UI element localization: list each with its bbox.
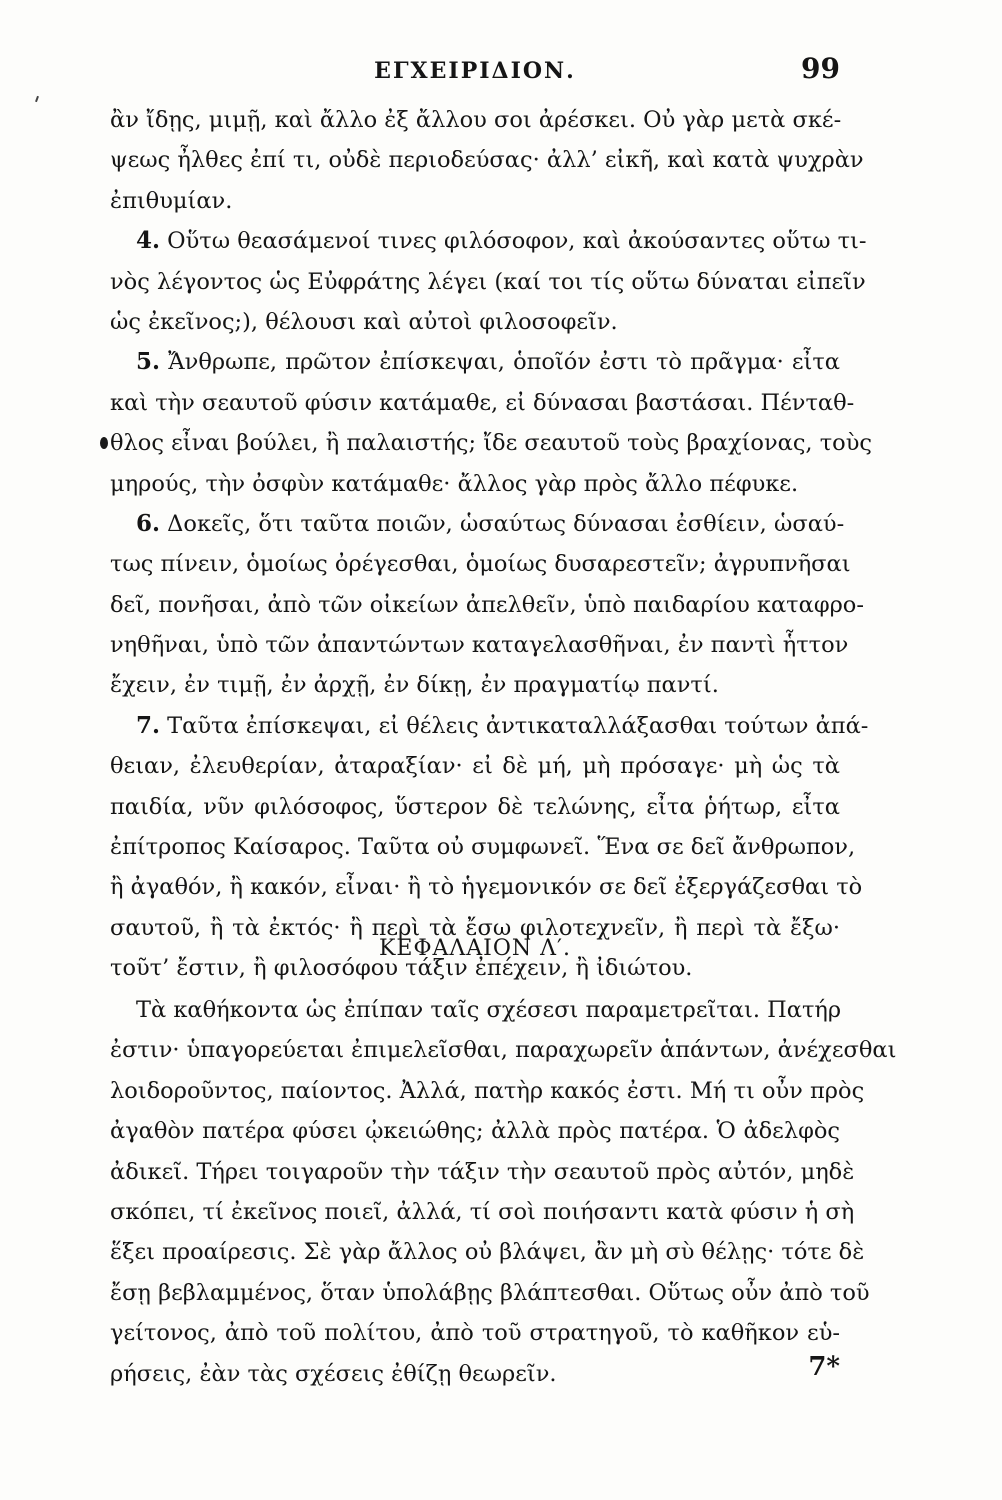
text-fragment: Δοκεῖς, ὅτι ταῦτα ποιῶν, ὡσαύτως δύνασαι ἐσθίειν, ὡσαύ- <box>167 510 845 537</box>
running-title: ΕΓΧΕΙΡΙΔΙΟΝ. <box>374 58 576 84</box>
text-fragment: Ταῦτα ἐπίσκεψαι, εἰ θέλεις ἀντικαταλλάξασθαι τούτων ἀπά- <box>167 712 869 739</box>
text-fragment: Ἄνθρωπε, πρῶτον ἐπίσκεψαι, ὁποῖόν ἐστι τὸ πρᾶγμα· εἶτα <box>168 349 840 376</box>
text-line: ἀδικεῖ. Τήρει τοιγαροῦν τὴν τάξιν τὴν σεαυτοῦ πρὸς αὐτόν, μηδὲ <box>110 1158 855 1185</box>
section-number: 5. <box>136 348 161 376</box>
ink-blot <box>100 437 108 449</box>
ink-speck <box>35 96 39 102</box>
page-number: 99 <box>801 52 840 85</box>
chapter-heading: ΚΕΦΑΛΑΙΟΝ Λ′. <box>378 936 572 961</box>
text-line: ἂν ἴδῃς, μιμῇ, καὶ ἄλλο ἐξ ἄλλου σοι ἀρέσκει. Οὐ γὰρ μετὰ σκέ- <box>110 107 842 133</box>
text-line <box>110 706 869 746</box>
text-line: ἐπιθυμίαν. <box>110 187 233 214</box>
text-line: ἢ ἀγαθόν, ἢ κακόν, εἶναι· ἢ τὸ ἡγεμονικόν σε δεῖ ἐξεργάζεσθαι τὸ <box>110 874 863 901</box>
chapter-text <box>110 990 897 1394</box>
text-line <box>110 504 845 544</box>
text-line: λοιδοροῦντος, παίοντος. Ἀλλά, πατὴρ κακός ἐστι. Μή τι οὖν πρὸς <box>110 1077 865 1104</box>
text-line: παιδία, νῦν φιλόσοφος, ὕστερον δὲ τελώνης, εἶτα ῥήτωρ, εἶτα <box>110 793 840 820</box>
text-line: θλος εἶναι βούλει, ἢ παλαιστής; ἴδε σεαυτοῦ τοὺς βραχίονας, τοὺς <box>110 430 873 457</box>
text-line: σκόπει, τί ἐκεῖνος ποιεῖ, ἀλλά, τί σοὶ ποιήσαντι κατὰ φύσιν ἡ σὴ <box>110 1198 855 1225</box>
text-line: ὡς ἐκεῖνος;), θέλουσι καὶ αὐτοὶ φιλοσοφεῖν. <box>110 308 618 335</box>
text-line: νὸς λέγοντος ὡς Εὐφράτης λέγει (καί τοι τίς οὕτω δύναται εἰπεῖν <box>110 268 866 295</box>
text-line: σαυτοῦ, ἢ τὰ ἐκτός· ἢ περὶ τὰ ἔσω φιλοτεχνεῖν, ἢ περὶ τὰ ἔξω· <box>110 914 840 941</box>
signature-mark: 7* <box>808 1352 840 1382</box>
text-line: ἕξει προαίρεσις. Σὲ γὰρ ἄλλος οὐ βλάψει, ἂν μὴ σὺ θέλῃς· τότε δὲ <box>110 1239 865 1266</box>
running-head <box>110 52 840 88</box>
text-line: ἔσῃ βεβλαμμένος, ὅταν ὑπολάβῃς βλάπτεσθαι. Οὕτως οὖν ἀπὸ τοῦ <box>110 1279 870 1306</box>
text-fragment: Οὕτω θεασάμενοί τινες φιλόσοφον, καὶ ἀκούσαντες οὕτω τι- <box>167 228 867 255</box>
text-line: ἐστιν· ὑπαγορεύεται ἐπιμελεῖσθαι, παραχωρεῖν ἁπάντων, ἀνέχεσθαι <box>110 1037 897 1064</box>
section-number: 4. <box>136 227 161 255</box>
text-line: Τὰ καθήκοντα ὡς ἐπίπαν ταῖς σχέσεσι παραμετρεῖται. Πατήρ <box>136 997 842 1023</box>
text-line: νηθῆναι, ὑπὸ τῶν ἀπαντώντων καταγελασθῆναι, ἐν παντὶ ἧττον <box>110 632 849 659</box>
section-number: 7. <box>136 711 161 739</box>
text-line: δεῖ, πονῆσαι, ἀπὸ τῶν οἰκείων ἀπελθεῖν, ὑπὸ παιδαρίου καταφρο- <box>110 591 864 618</box>
text-line: καὶ τὴν σεαυτοῦ φύσιν κατάμαθε, εἰ δύνασαι βαστάσαι. Πένταθ- <box>110 389 855 416</box>
text-line: μηρούς, τὴν ὀσφὺν κατάμαθε· ἄλλος γὰρ πρὸς ἄλλο πέφυκε. <box>110 470 799 497</box>
text-line: τως πίνειν, ὁμοίως ὀρέγεσθαι, ὁμοίως δυσαρεστεῖν; ἀγρυπνῆσαι <box>110 551 851 578</box>
text-line: γείτονος, ἀπὸ τοῦ πολίτου, ἀπὸ τοῦ στρατηγοῦ, τὸ καθῆκον εὑ- <box>110 1320 840 1347</box>
section-number: 6. <box>136 509 161 537</box>
text-line: ἔχειν, ἐν τιμῇ, ἐν ἀρχῇ, ἐν δίκῃ, ἐν πραγματίῳ παντί. <box>110 672 719 699</box>
text-line <box>110 342 840 382</box>
text-line: ἐπίτροπος Καίσαρος. Ταῦτα οὐ συμφωνεῖ. Ἕνα σε δεῖ ἄνθρωπον, <box>110 834 856 861</box>
text-line <box>110 221 867 261</box>
text-line: ψεως ἦλθες ἐπί τι, οὐδὲ περιοδεύσας· ἀλλ’ εἰκῆ, καὶ κατὰ ψυχρὰν <box>110 147 864 174</box>
text-line: θειαν, ἐλευθερίαν, ἀταραξίαν· εἰ δὲ μή, μὴ πρόσαγε· μὴ ὡς τὰ <box>110 753 840 780</box>
text-line: τοῦτ’ ἔστιν, ἢ φιλοσόφου τάξιν ἐπέχειν, ἢ ἰδιώτου. <box>110 955 693 982</box>
text-line: ρήσεις, ἐὰν τὰς σχέσεις ἐθίζῃ θεωρεῖν. <box>110 1360 557 1387</box>
text-line: ἀγαθὸν πατέρα φύσει ᾠκειώθης; ἀλλὰ πρὸς πατέρα. Ὁ ἀδελφὸς <box>110 1118 840 1145</box>
main-text <box>110 100 873 989</box>
